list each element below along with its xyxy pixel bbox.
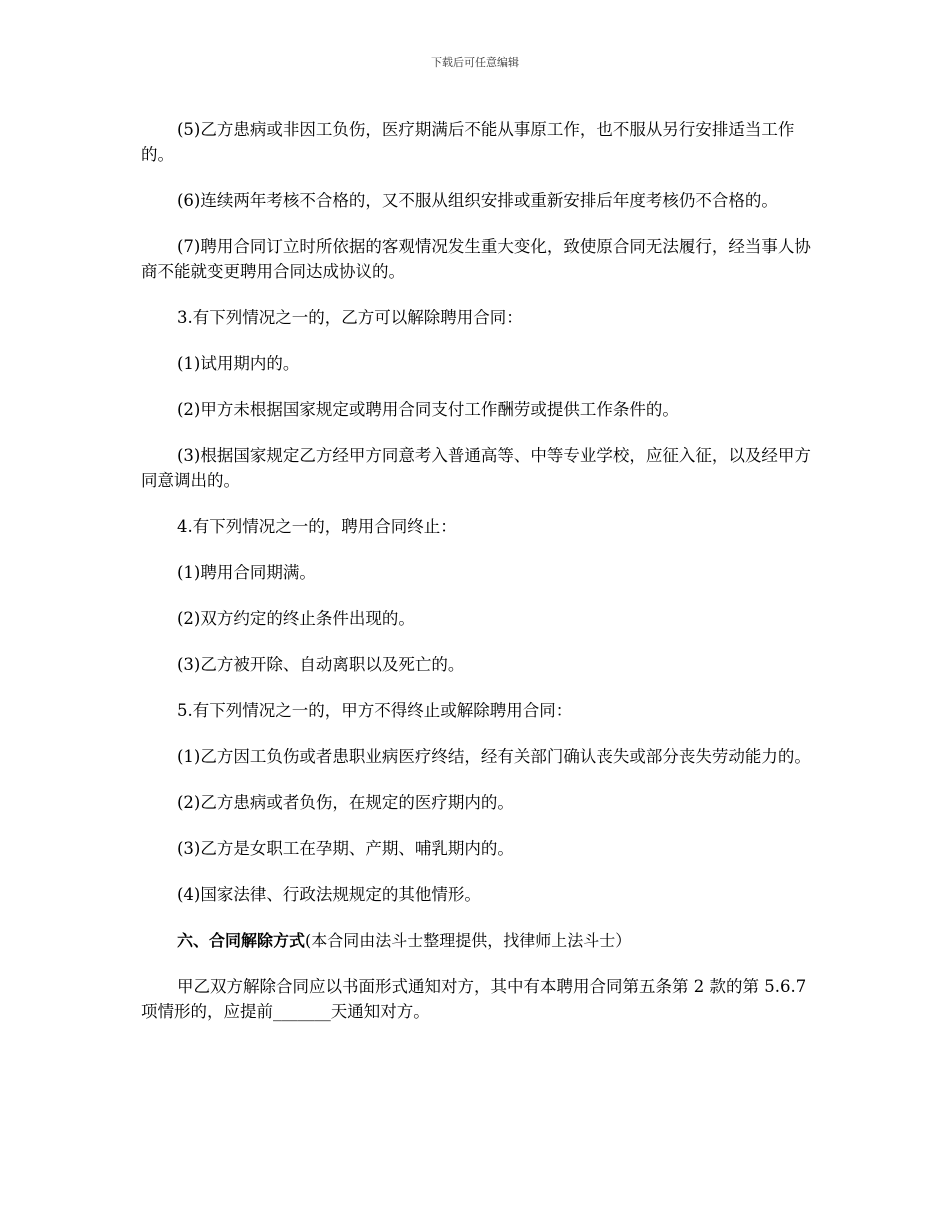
paragraph-7-circumstances: (7)聘用合同订立时所依据的客观情况发生重大变化，致使原合同无法履行，经当事人协商不能就变更聘用合同达成协议的。 — [141, 237, 811, 281]
clause-4-item-1: (1)聘用合同期满。 — [177, 563, 316, 582]
clause-5-heading: 5.有下列情况之一的，甲方不得终止或解除聘用合同： — [177, 701, 573, 720]
clause-5-item-2: (2)乙方患病或者负伤，在规定的医疗期内的。 — [177, 793, 514, 812]
section-6-note: (本合同由法斗士整理提供，找律师上法斗士） — [305, 931, 632, 950]
section-6-heading — [141, 928, 813, 953]
clause-4-item-2: (2)双方约定的终止条件出现的。 — [177, 609, 415, 628]
clause-4-item-3: (3)乙方被开除、自动离职以及死亡的。 — [177, 655, 465, 674]
clause-3-heading: 3.有下列情况之一的，乙方可以解除聘用合同： — [177, 308, 523, 327]
page-header: 下载后可任意编辑 — [431, 56, 519, 69]
clause-4-heading: 4.有下列情况之一的，聘用合同终止： — [177, 517, 457, 536]
clause-5-item-1: (1)乙方因工负伤或者患职业病医疗终结，经有关部门确认丧失或部分丧失劳动能力的。 — [177, 747, 811, 766]
termination-notice-paragraph: 甲乙双方解除合同应以书面形式通知对方，其中有本聘用合同第五条第 2 款的第 5.6.7 项情形的，应提前_______天通知对方。 — [141, 977, 807, 1021]
paragraph-6-assessment: (6)连续两年考核不合格的，又不服从组织安排或重新安排后年度考核仍不合格的。 — [177, 191, 778, 210]
clause-3-item-1: (1)试用期内的。 — [177, 354, 300, 373]
clause-3-item-2: (2)甲方未根据国家规定或聘用合同支付工作酬劳或提供工作条件的。 — [177, 400, 679, 419]
clause-5-item-4: (4)国家法律、行政法规规定的其他情形。 — [177, 885, 481, 904]
clause-3-item-3: (3)根据国家规定乙方经甲方同意考入普通高等、中等专业学校，应征入征，以及经甲方同意调出的。 — [141, 446, 811, 490]
section-6-title: 六、合同解除方式 — [177, 931, 306, 950]
document-body — [141, 117, 813, 1045]
paragraph-5-illness: (5)乙方患病或非因工负伤，医疗期满后不能从事原工作，也不服从另行安排适当工作的。 — [141, 120, 795, 164]
clause-5-item-3: (3)乙方是女职工在孕期、产期、哺乳期内的。 — [177, 839, 514, 858]
